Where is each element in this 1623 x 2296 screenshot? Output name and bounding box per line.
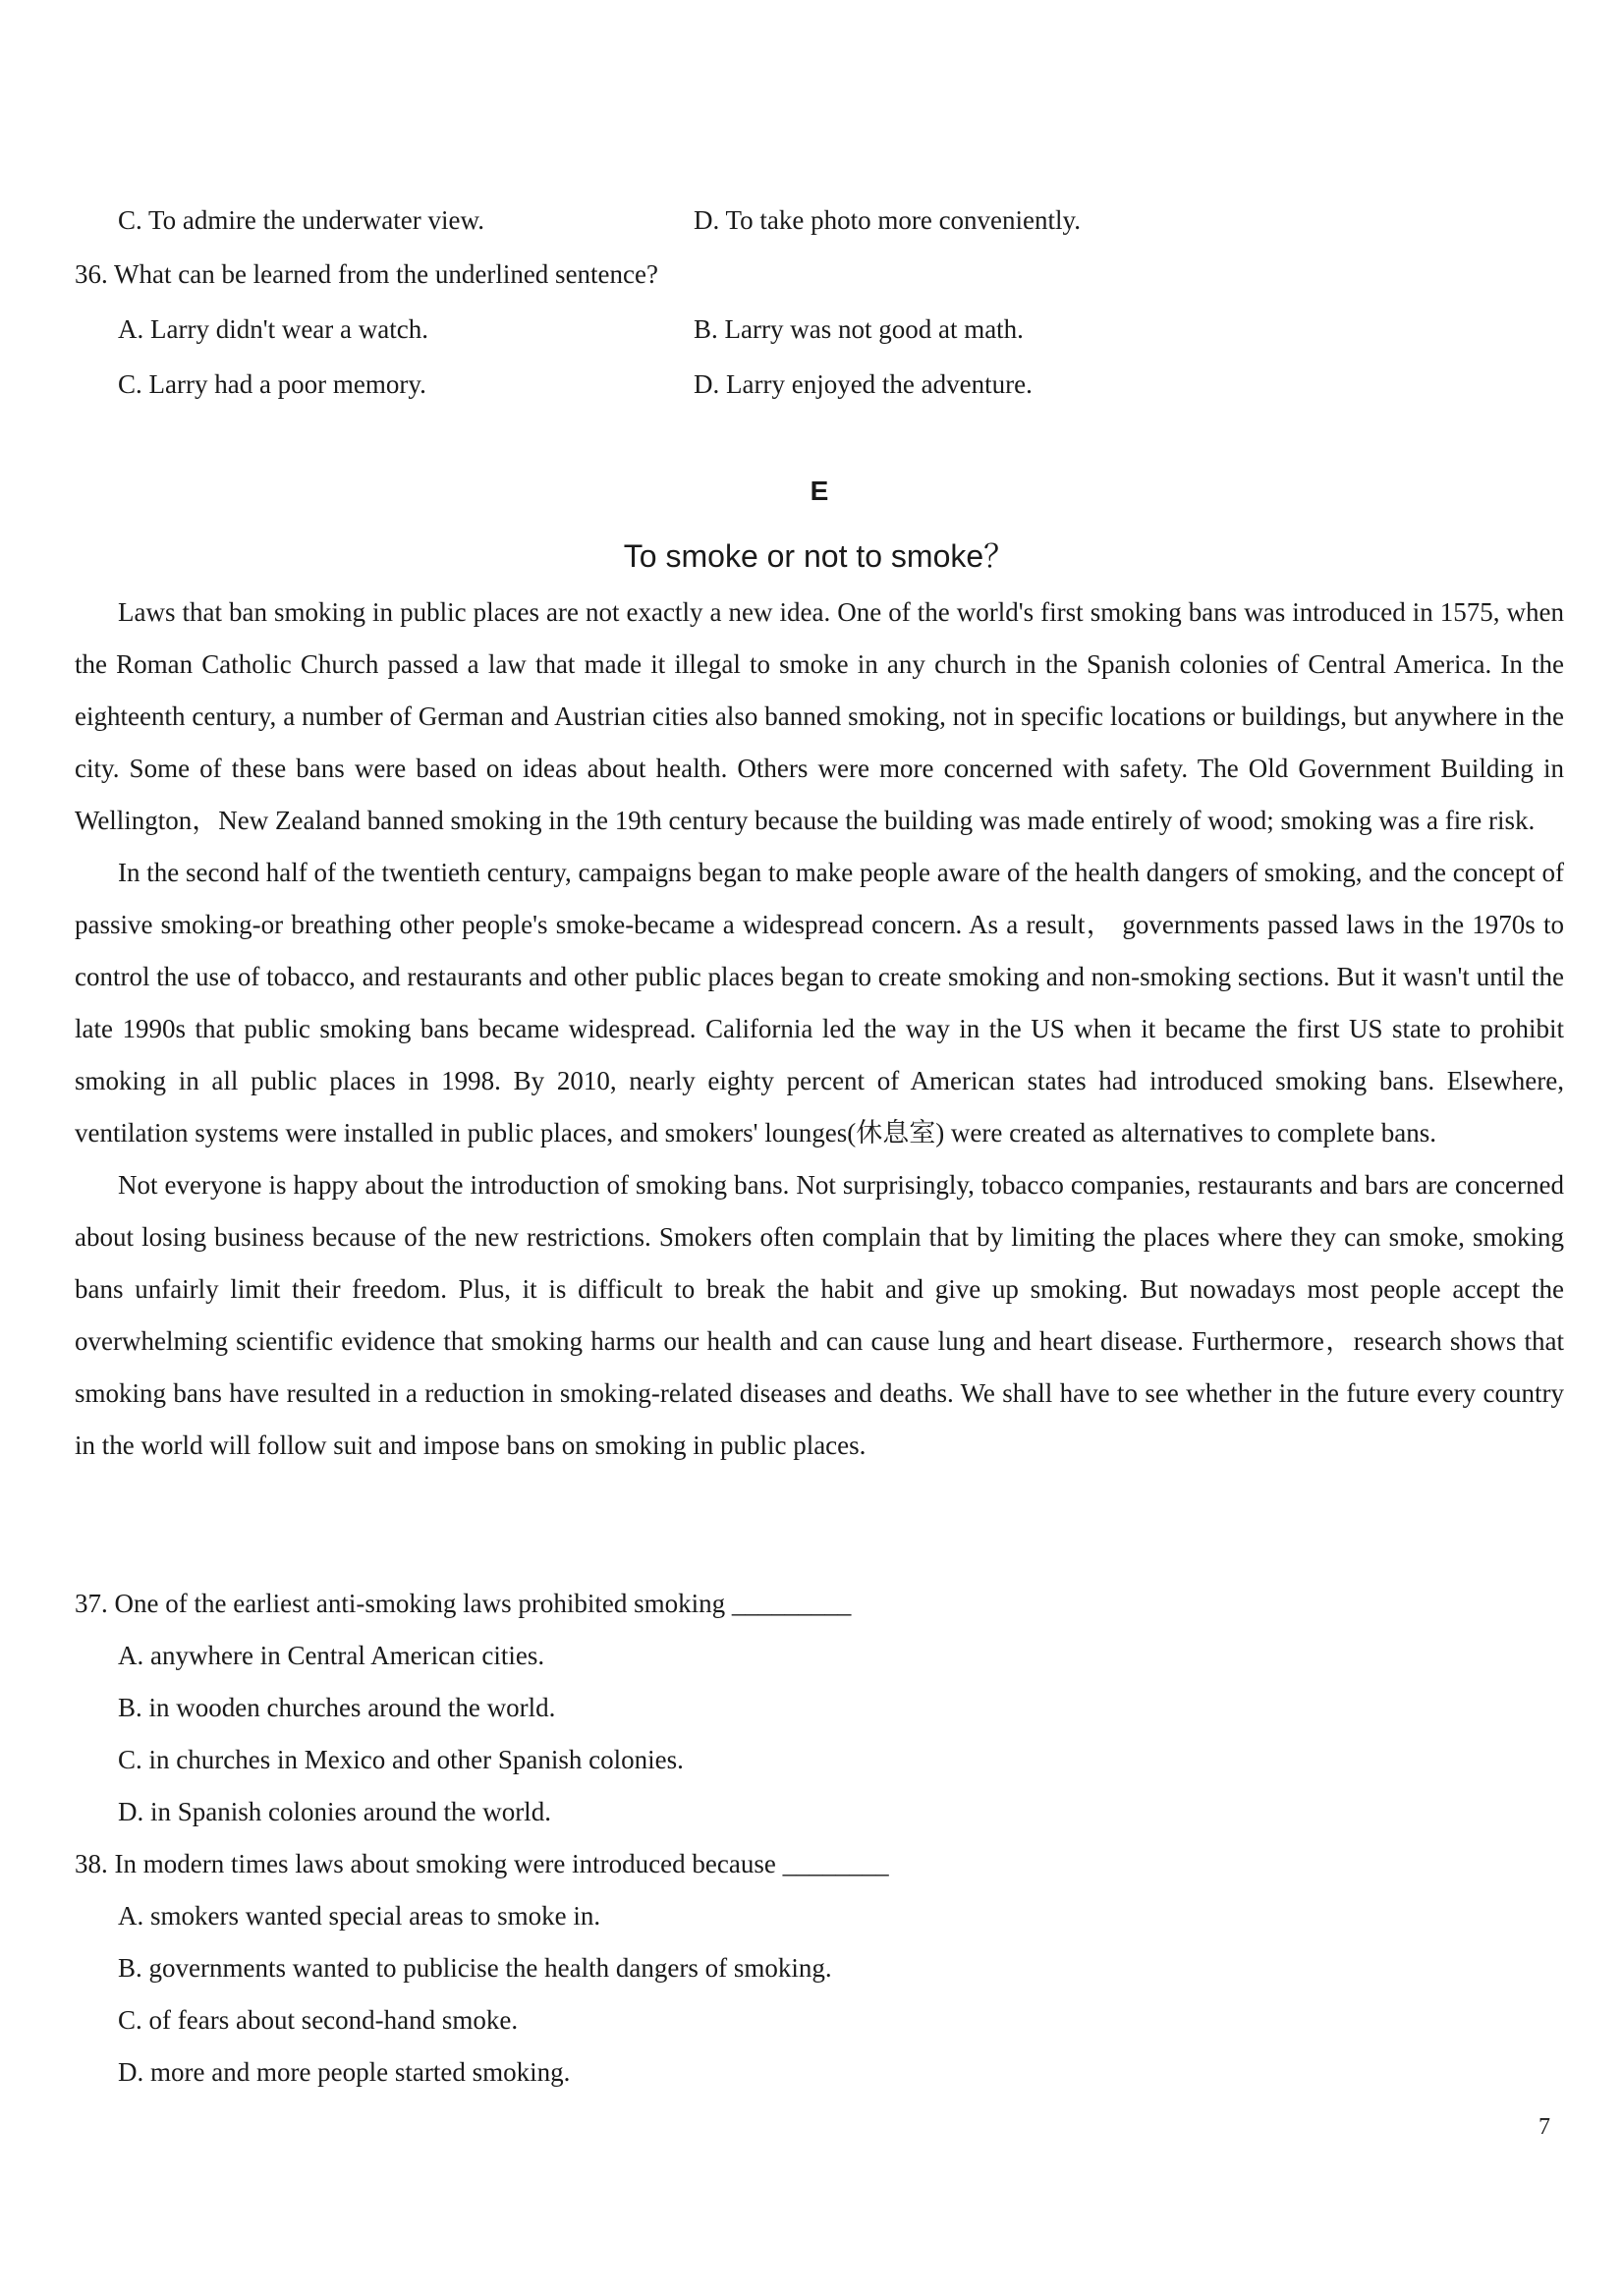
page-number: 7	[1539, 2114, 1550, 2140]
q36-option-d: D. Larry enjoyed the adventure.	[694, 369, 1033, 399]
q37-option-c: C. in churches in Mexico and other Spanish colonies.	[118, 1745, 684, 1774]
q38-option-c: C. of fears about second-hand smoke.	[118, 2005, 519, 2035]
q38-option-a: A. smokers wanted special areas to smoke in.	[118, 1901, 601, 1931]
passage-paragraph-2: In the second half of the twentieth century, campaigns began to make people aware of the health dangers of smoking, and the concept of passive smoking-or breathing other people's smoke-became a widespread concern. As a result， governments passed laws in the 1970s to control the use of tobacco, and restaurants and other public places began to create smoking and non-smoking sections. But it wasn't until the late 1990s that public smoking bans became widespread. California led the way in the US when it became the first US state to prohibit smoking in all public places in 1998. By 2010, nearly eighty percent of American states had introduced smoking bans. Elsewhere, ventilation systems were installed in public places, and smokers' lounges(休息室) were created as alternatives to complete bans.	[75, 858, 1564, 1148]
q36-option-b: B. Larry was not good at math.	[694, 314, 1024, 344]
q38-option-b: B. governments wanted to publicise the health dangers of smoking.	[118, 1953, 832, 1983]
q38-stem: 38. In modern times laws about smoking were introduced because ________	[75, 1849, 889, 1878]
q37-option-b: B. in wooden churches around the world.	[118, 1693, 556, 1722]
passage-title: To smoke or not to smoke？	[623, 538, 1016, 574]
q37-option-a: A. anywhere in Central American cities.	[118, 1641, 545, 1670]
passage-paragraph-3: Not everyone is happy about the introduction of smoking bans. Not surprisingly, tobacco companies, restaurants and bars are concerned about losing business because of the new restrictions. Smokers often complain that by limiting the places where they can smoke, smoking bans unfairly limit their freedom. Plus, it is difficult to break the habit and give up smoking. But nowadays most people accept the overwhelming scientific evidence that smoking harms our health and can cause lung and heart disease. Furthermore，research shows that smoking bans have resulted in a reduction in smoking-related diseases and deaths. We shall have to see whether in the future every country in the world will follow suit and impose bans on smoking in public places.	[75, 1170, 1564, 1460]
passage	[75, 587, 1564, 1472]
section-letter: E	[810, 476, 829, 506]
q36-stem: 36. What can be learned from the underlined sentence?	[75, 259, 658, 289]
q38-option-d: D. more and more people started smoking.	[118, 2057, 571, 2087]
q37-option-d: D. in Spanish colonies around the world.	[118, 1797, 551, 1826]
passage-paragraph-1: Laws that ban smoking in public places are not exactly a new idea. One of the world's first smoking bans was introduced in 1575, when the Roman Catholic Church passed a law that made it illegal to smoke in any church in the Spanish colonies of Central America. In the eighteenth century, a number of German and Austrian cities also banned smoking, not in specific locations or buildings, but anywhere in the city. Some of these bans were based on ideas about health. Others were more concerned with safety. The Old Government Building in Wellington，New Zealand banned smoking in the 19th century because the building was made entirely of wood; smoking was a fire risk.	[75, 597, 1564, 835]
exam-page	[75, 0, 1564, 2296]
q36-option-a: A. Larry didn't wear a watch.	[118, 314, 428, 344]
q37-stem: 37. One of the earliest anti-smoking laws prohibited smoking _________	[75, 1589, 852, 1618]
q35-option-d: D. To take photo more conveniently.	[694, 205, 1082, 235]
q36-option-c: C. Larry had a poor memory.	[118, 369, 426, 399]
q35-option-c: C. To admire the underwater view.	[118, 205, 484, 235]
